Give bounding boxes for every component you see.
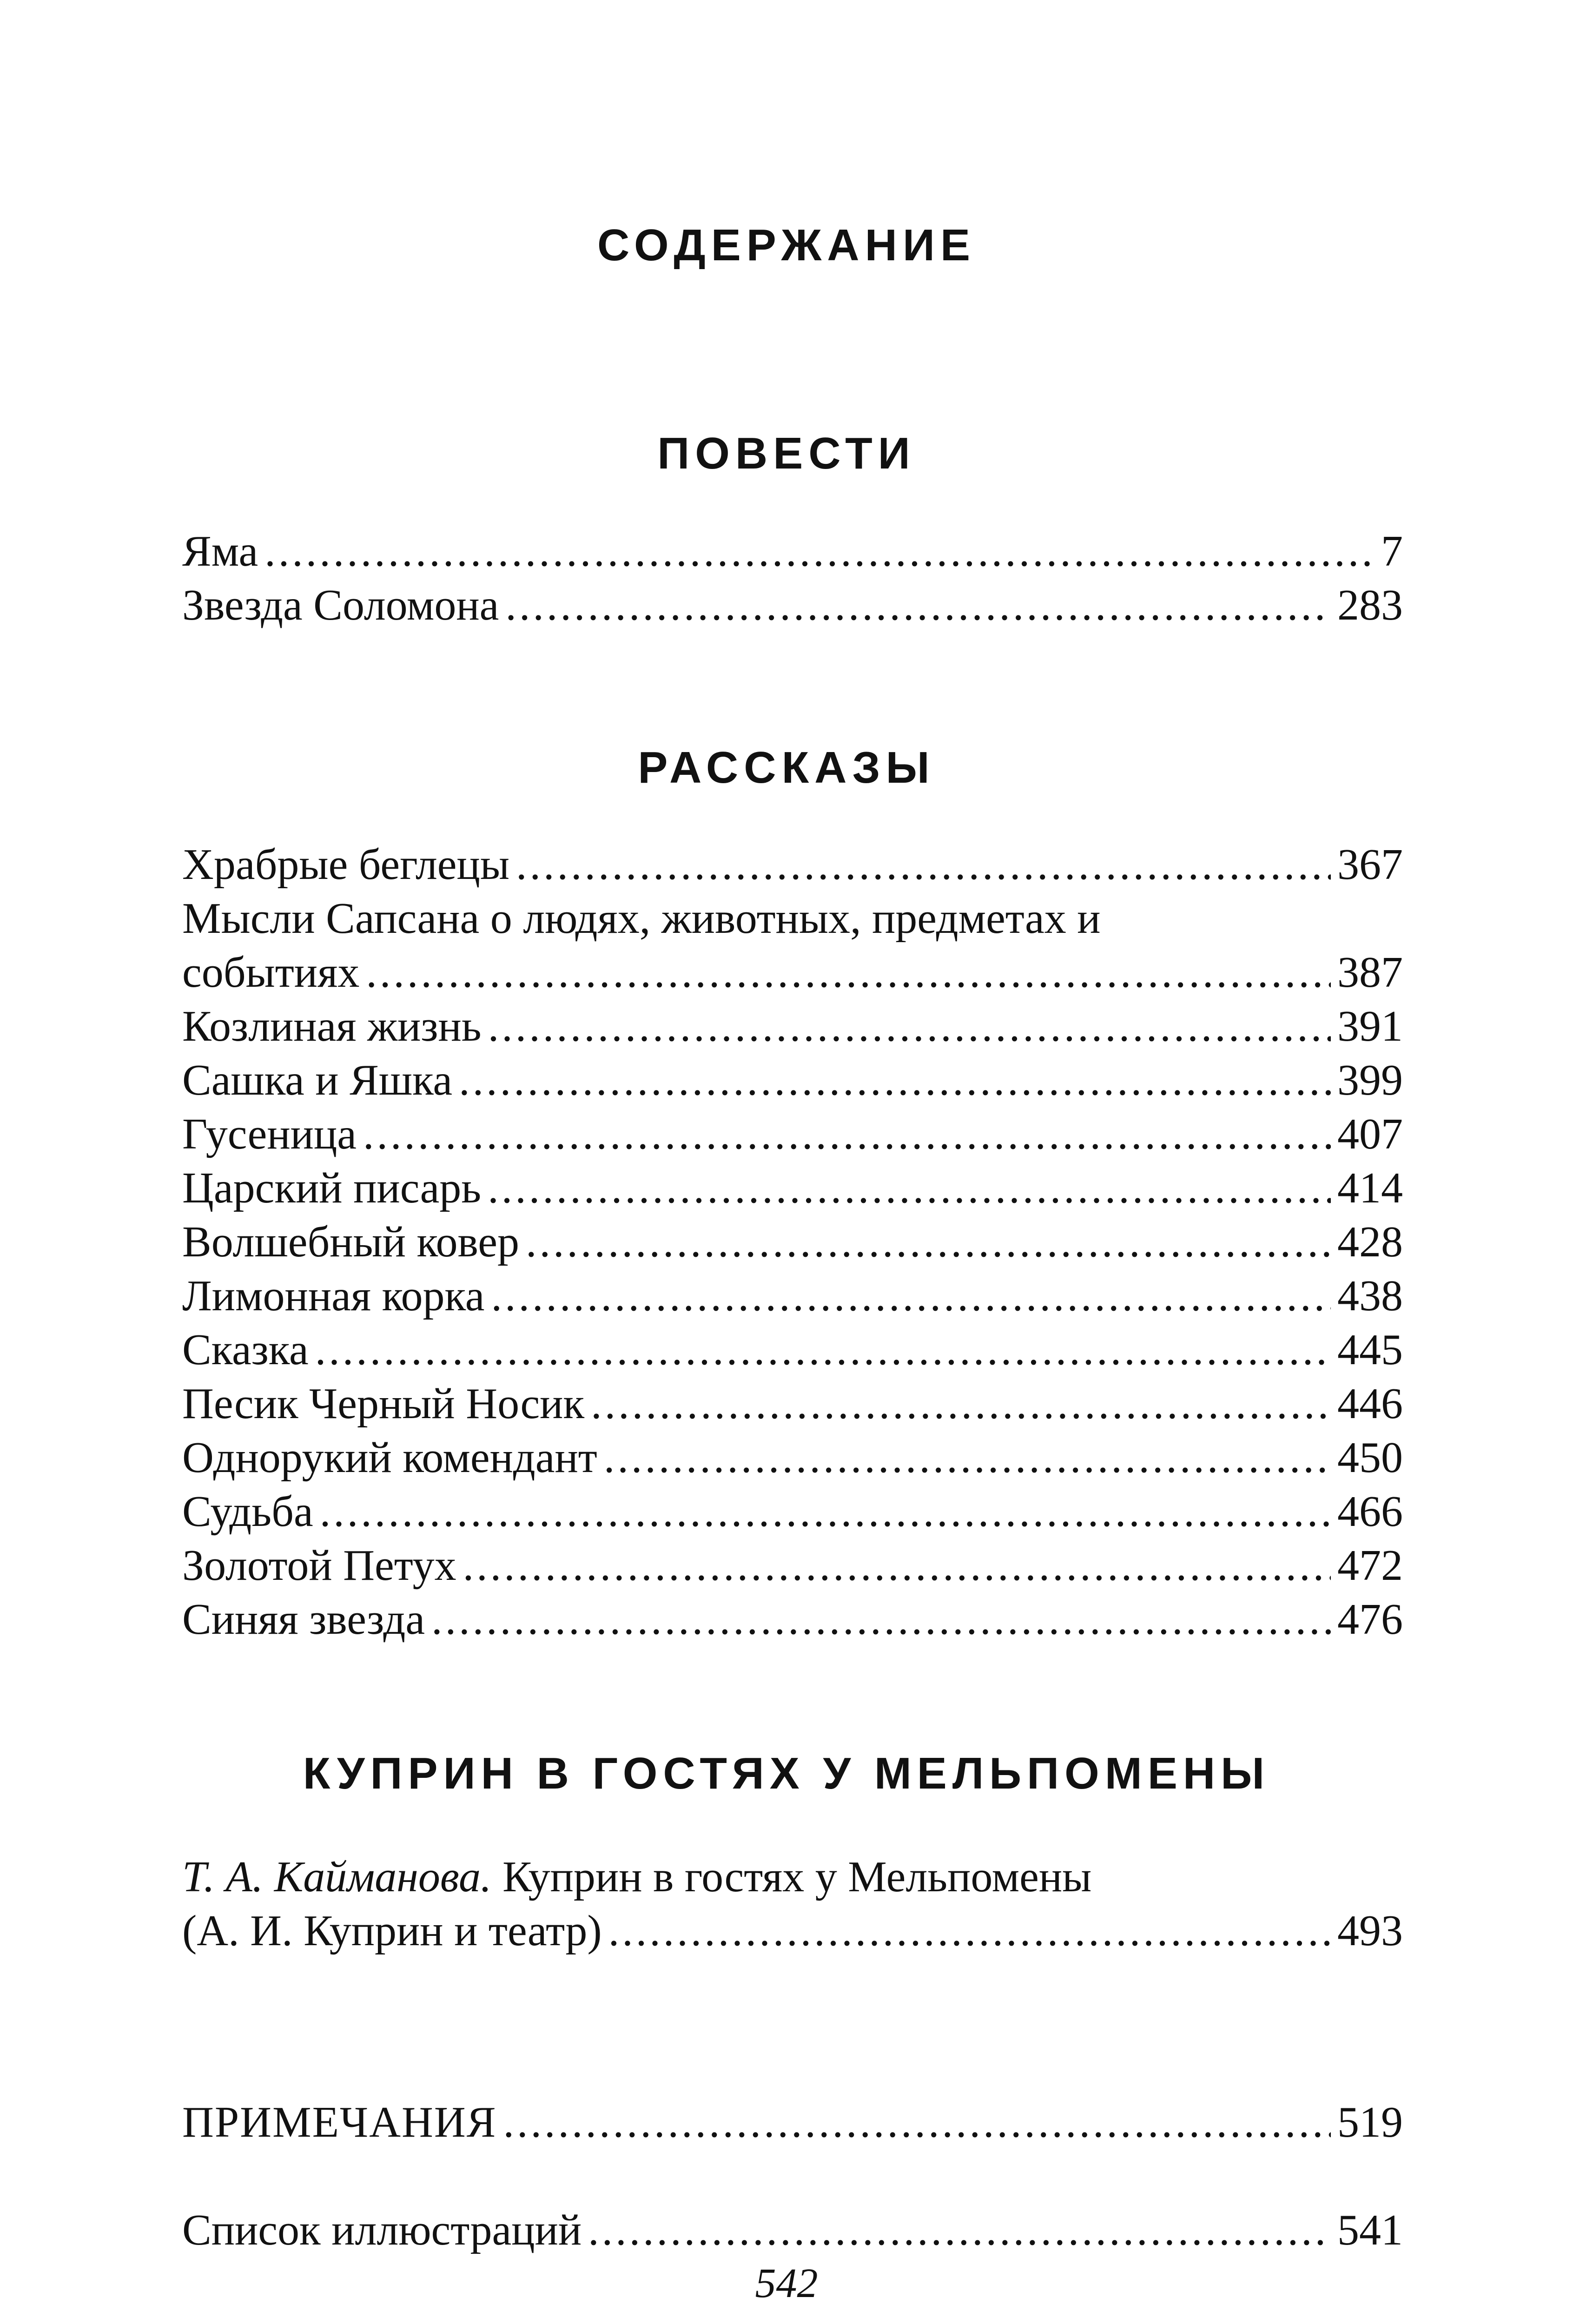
toc-entry-page: 466 <box>1337 1487 1403 1536</box>
toc-entry-page: 387 <box>1337 948 1403 997</box>
toc-entry <box>182 1904 1403 1958</box>
toc-entry-title: ПРИМЕЧАНИЯ <box>182 2098 497 2146</box>
dot-leader <box>608 1904 1331 1958</box>
toc-entry-page: 414 <box>1337 1164 1403 1212</box>
toc-entry <box>182 945 1403 999</box>
dot-leader <box>363 1107 1331 1161</box>
toc-entry-title: Яма <box>182 527 258 575</box>
toc-entry <box>182 1323 1403 1377</box>
toc-entry-title: Золотой Петух <box>182 1541 456 1590</box>
toc-entry <box>182 1161 1403 1215</box>
toc-entry-title: Лимонная корка <box>182 1272 485 1320</box>
toc-entry-page: 541 <box>1337 2206 1403 2254</box>
dot-leader <box>488 1161 1331 1215</box>
toc-entry-title: Синяя звезда <box>182 1595 425 1644</box>
toc-entry <box>182 2095 1403 2149</box>
toc-entry <box>182 1107 1403 1161</box>
toc-entry-page: 391 <box>1337 1002 1403 1050</box>
toc-entry-page: 446 <box>1337 1380 1403 1428</box>
section-heading-kuprin: КУПРИН В ГОСТЯХ У МЕЛЬПОМЕНЫ <box>303 1749 1270 1798</box>
toc-entry <box>182 1485 1403 1538</box>
section-heading-rasskazy: РАССКАЗЫ <box>638 743 935 792</box>
toc-entry-title: (А. И. Куприн и театр) <box>182 1907 602 1955</box>
toc-entry-page: 450 <box>1337 1433 1403 1482</box>
toc-entry-page: 283 <box>1337 581 1403 629</box>
toc-entry-title-line <box>182 1850 1403 1904</box>
contents-heading: СОДЕРЖАНИЕ <box>597 220 976 270</box>
toc-entry-page: 438 <box>1337 1272 1403 1320</box>
dot-leader <box>526 1215 1331 1269</box>
toc-entry-title: Список иллюстраций <box>182 2206 582 2254</box>
toc-entry-title: Сказка <box>182 1326 309 1374</box>
toc-entry <box>182 2203 1403 2257</box>
toc-entry-title: Судьба <box>182 1487 313 1536</box>
dot-leader <box>463 1538 1331 1592</box>
toc-entry <box>182 578 1403 632</box>
toc-entry-title: Храбрые беглецы <box>182 840 509 889</box>
toc-entry-title: Козлиная жизнь <box>182 1002 482 1050</box>
toc-entry-title: Царский писарь <box>182 1164 482 1212</box>
toc-entry <box>182 1592 1403 1646</box>
toc-entry-page: 399 <box>1337 1056 1403 1104</box>
toc-entry <box>182 1215 1403 1269</box>
toc-entry-page: 428 <box>1337 1218 1403 1266</box>
toc-entry-page: 407 <box>1337 1110 1403 1158</box>
toc-entry-page: 493 <box>1337 1907 1403 1955</box>
essay-author: Т. А. Кайманова. <box>182 1853 492 1901</box>
dot-leader <box>591 1377 1331 1431</box>
dot-leader <box>604 1431 1331 1485</box>
dot-leader <box>459 1053 1331 1107</box>
dot-leader <box>366 945 1331 999</box>
toc-entry-page: 519 <box>1337 2098 1403 2146</box>
dot-leader <box>264 524 1375 578</box>
dot-leader <box>588 2203 1331 2257</box>
toc-entry-title: Волшебный ковер <box>182 1218 520 1266</box>
toc-entry-page: 367 <box>1337 840 1403 889</box>
toc-entry-page: 445 <box>1337 1326 1403 1374</box>
toc-list-illustrations <box>182 2203 1403 2257</box>
toc-list-essay <box>182 1850 1403 1958</box>
toc-list-rasskazy <box>182 838 1403 1646</box>
toc-list-povesti <box>182 524 1403 632</box>
dot-leader <box>491 1269 1331 1323</box>
dot-leader <box>503 2095 1331 2149</box>
dot-leader <box>516 838 1331 891</box>
toc-entry-title: Звезда Соломона <box>182 581 499 629</box>
toc-entry <box>182 999 1403 1053</box>
dot-leader <box>488 999 1331 1053</box>
dot-leader <box>315 1323 1331 1377</box>
toc-entry <box>182 1377 1403 1431</box>
dot-leader <box>505 578 1331 632</box>
toc-list-notes <box>182 2095 1403 2149</box>
toc-entry <box>182 524 1403 578</box>
toc-entry <box>182 1538 1403 1592</box>
page-number: 542 <box>755 2260 818 2306</box>
essay-title: Куприн в гостях у Мельпомены <box>491 1853 1092 1901</box>
toc-entry-title-line: Мысли Сапсана о людях, животных, предметах и <box>182 894 1101 943</box>
dot-leader <box>431 1592 1331 1646</box>
toc-entry-title: Гусеница <box>182 1110 357 1158</box>
toc-entry-page: 476 <box>1337 1595 1403 1644</box>
toc-entry-title: Сашка и Яшка <box>182 1056 453 1104</box>
toc-entry-title: Песик Черный Носик <box>182 1380 585 1428</box>
section-heading-povesti: ПОВЕСТИ <box>657 429 916 478</box>
toc-entry-page: 472 <box>1337 1541 1403 1590</box>
toc-entry-title: событиях <box>182 948 360 997</box>
toc-entry <box>182 1431 1403 1485</box>
dot-leader <box>320 1485 1331 1538</box>
toc-entry <box>182 1053 1403 1107</box>
toc-entry <box>182 1269 1403 1323</box>
toc-entry-title: Однорукий комендант <box>182 1433 597 1482</box>
toc-entry-page: 7 <box>1381 527 1403 575</box>
toc-entry <box>182 838 1403 891</box>
toc-items <box>182 999 1403 1646</box>
